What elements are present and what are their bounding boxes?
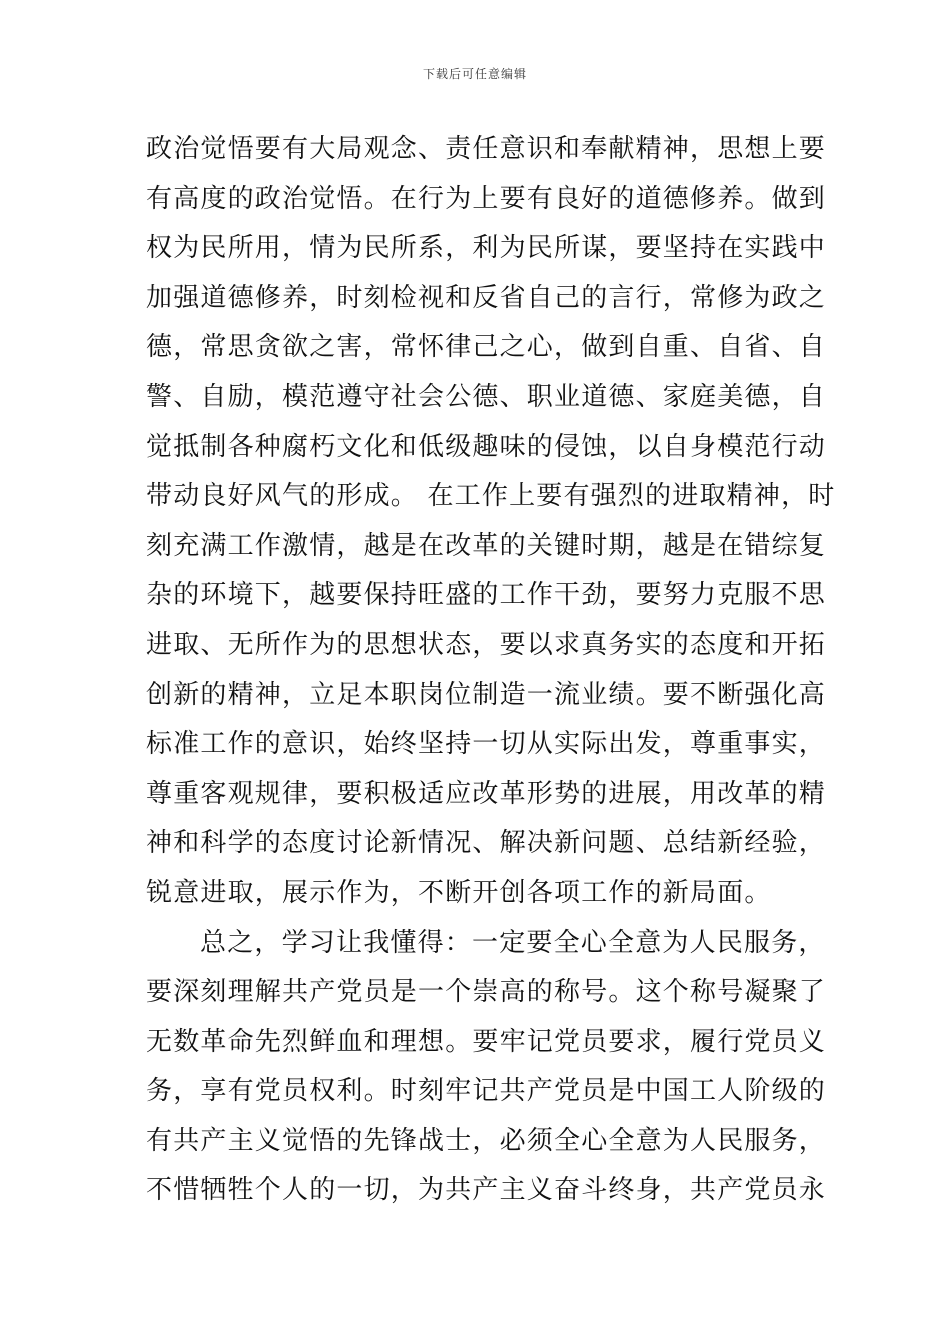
text-line: 要深刻理解共产党员是一个崇高的称号。这个称号凝聚了: [146, 977, 827, 1008]
page-header: 下载后可任意编辑: [422, 67, 527, 81]
text-line: 杂的环境下，越要保持旺盛的工作干劲，要努力克服不思: [146, 580, 827, 611]
text-line: 标准工作的意识，始终坚持一切从实际出发，尊重事实，: [146, 729, 827, 760]
text-line: 无数革命先烈鲜血和理想。要牢记党员要求，履行党员义: [146, 1026, 827, 1057]
text-line: 权为民所用，情为民所系，利为民所谋，要坚持在实践中: [146, 233, 827, 264]
text-line: 创新的精神，立足本职岗位制造一流业绩。要不断强化高: [146, 679, 827, 710]
text-line: 觉抵制各种腐朽文化和低级趣味的侵蚀，以自身模范行动: [146, 431, 827, 462]
text-line: 带动良好风气的形成。 在工作上要有强烈的进取精神，时: [146, 481, 836, 512]
text-line: 德，常思贪欲之害，常怀律己之心，做到自重、自省、自: [146, 332, 827, 363]
text-line: 有高度的政治觉悟。在行为上要有良好的道德修养。做到: [146, 183, 827, 214]
text-line: 进取、无所作为的思想状态，要以求真务实的态度和开拓: [146, 629, 827, 660]
body-text: [146, 125, 836, 1216]
text-line: 有共产主义觉悟的先锋战士，必须全心全意为人民服务，: [146, 1125, 827, 1156]
text-line: 务，享有党员权利。时刻牢记共产党员是中国工人阶级的: [146, 1076, 827, 1107]
paragraph-first-line: 总之，学习让我懂得：一定要全心全意为人民服务，: [200, 927, 826, 958]
text-line: 锐意进取，展示作为，不断开创各项工作的新局面。: [146, 877, 772, 908]
text-line: 不惜牺牲个人的一切，为共产主义奋斗终身，共产党员永: [146, 1175, 827, 1206]
text-line: 刻充满工作激情，越是在改革的关键时期，越是在错综复: [146, 530, 827, 561]
text-line: 警、自励，模范遵守社会公德、职业道德、家庭美德，自: [146, 381, 827, 412]
text-line: 加强道德修养，时刻检视和反省自己的言行，常修为政之: [146, 282, 827, 313]
text-line: 神和科学的态度讨论新情况、解决新问题、总结新经验，: [146, 828, 827, 859]
text-line: 政治觉悟要有大局观念、责任意识和奉献精神，思想上要: [146, 134, 827, 164]
text-line: 尊重客观规律，要积极适应改革形势的进展，用改革的精: [146, 778, 827, 809]
